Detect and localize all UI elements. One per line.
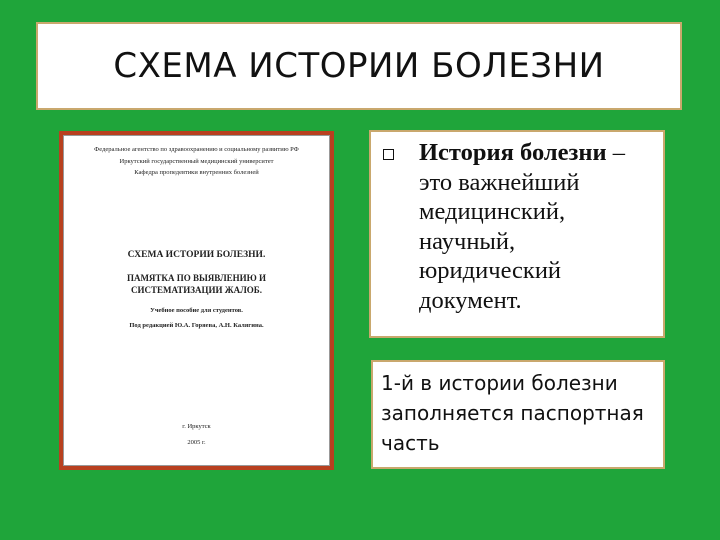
cover-subtitle-2: СИСТЕМАТИЗАЦИИ ЖАЛОБ.: [130, 285, 263, 295]
cover-city: г. Иркутск: [182, 423, 211, 430]
square-bullet-icon: [383, 149, 394, 160]
document-page: [63, 135, 330, 466]
cover-editors: Под редакцией Ю.А. Горяева, А.Н. Калягина.: [129, 322, 264, 329]
note-text: 1-й в истории болезни заполняется паспортная часть: [381, 371, 644, 455]
cover-purpose: Учебное пособие для студентов.: [150, 307, 243, 314]
cover-university: Иркутский государственный медицинский университет: [119, 158, 274, 165]
cover-main-title: СХЕМА ИСТОРИИ БОЛЕЗНИ.: [127, 250, 266, 260]
definition-text: [419, 138, 659, 315]
title-box: [36, 22, 682, 110]
cover-department: Кафедра пропедевтики внутренних болезней: [134, 169, 259, 176]
definition-box: [369, 130, 665, 338]
slide-title: СХЕМА ИСТОРИИ БОЛЕЗНИ: [113, 46, 605, 86]
note-box: [371, 360, 665, 469]
definition-body: – это важнейший медицинский, научный, юридический документ.: [419, 139, 625, 314]
cover-subtitle-1: ПАМЯТКА ПО ВЫЯВЛЕНИЮ И: [126, 273, 267, 283]
cover-org-line: Федеральное агентство по здравоохранению и социальному развитию РФ: [94, 146, 299, 153]
cover-year: 2005 г.: [187, 439, 206, 446]
definition-term: История болезни: [419, 139, 607, 166]
document-cover-image: [59, 131, 334, 470]
